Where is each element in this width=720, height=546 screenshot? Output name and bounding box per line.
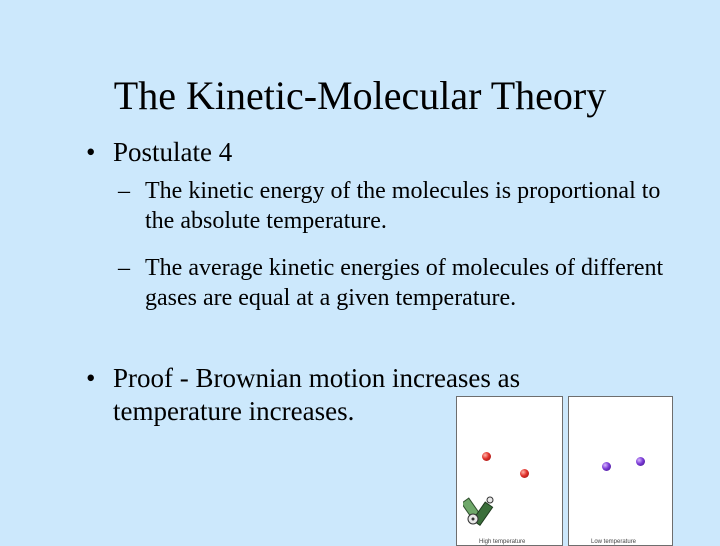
panel-caption: Low temperature — [591, 539, 637, 545]
sub-bullet-average-energies — [118, 253, 678, 313]
sub-bullet-marker: – — [118, 255, 130, 281]
sub-bullet-text: The average kinetic energies of molecules of different gases are equal at a given temperature. — [145, 255, 664, 311]
sub-bullet-marker: – — [118, 178, 130, 204]
bullet-text: Proof - Brownian motion increases as temperature increases. — [113, 363, 521, 426]
high-temperature-panel — [456, 396, 563, 546]
sub-bullet-text: The kinetic energy of the molecules is proportional to the absolute temperature. — [145, 178, 661, 234]
bullet-marker: • — [86, 363, 96, 393]
particle — [636, 457, 645, 466]
bullet-text: Postulate 4 — [113, 137, 233, 167]
low-temperature-panel — [568, 396, 673, 546]
panel-caption: High temperature — [479, 539, 526, 545]
particle — [482, 452, 491, 461]
particle — [602, 462, 611, 471]
bullet-marker: • — [86, 137, 96, 167]
sub-bullet-kinetic-energy — [118, 176, 678, 236]
particle — [520, 469, 529, 478]
slide-title: The Kinetic-Molecular Theory — [113, 73, 607, 118]
thermometer-dial-icon — [463, 493, 495, 527]
bullet-postulate — [86, 136, 686, 169]
